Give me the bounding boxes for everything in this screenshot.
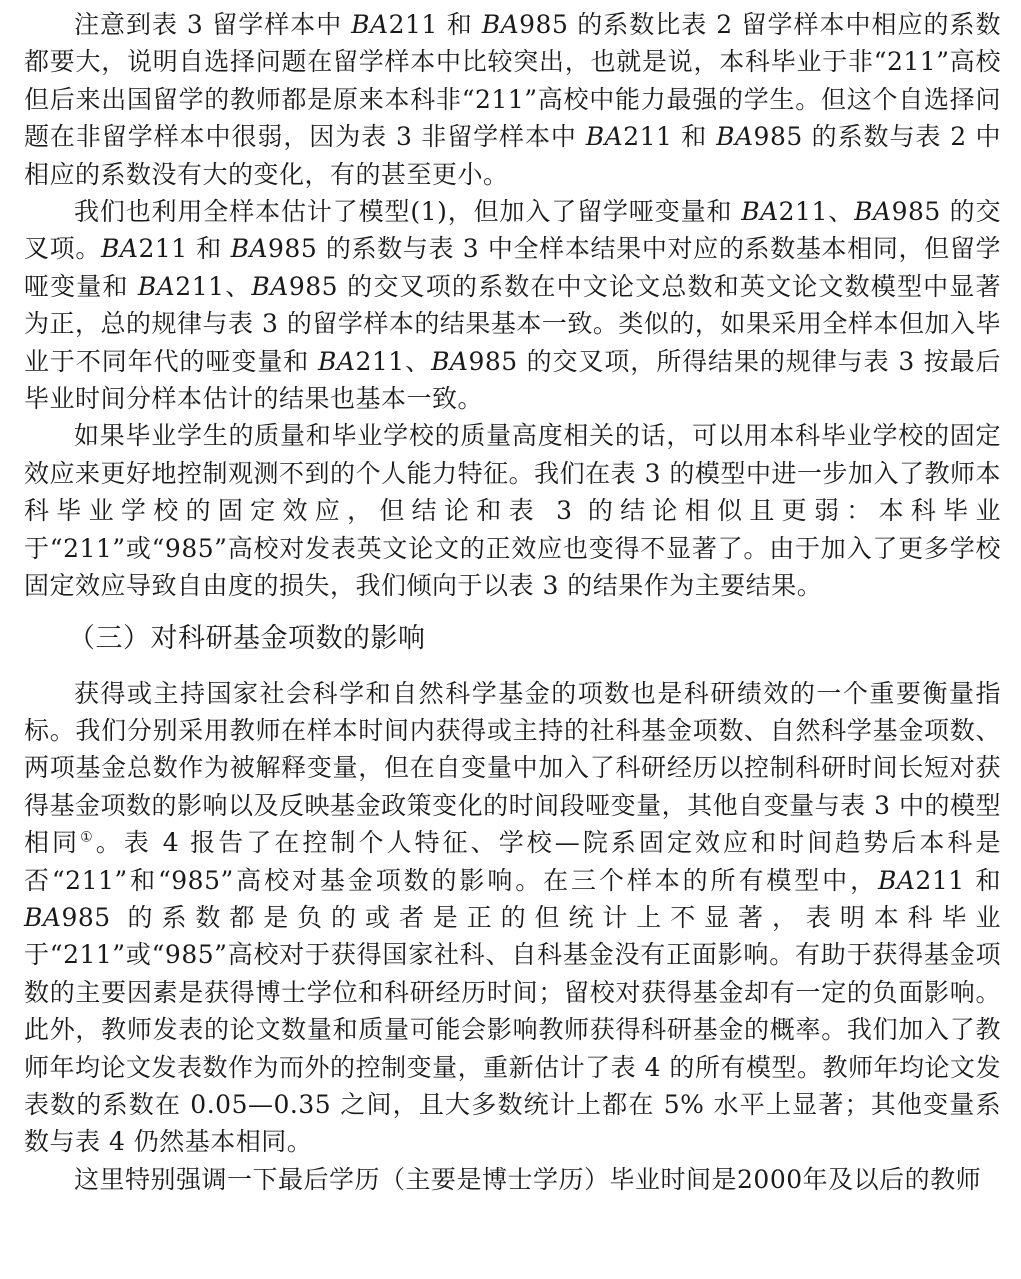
footnote-marker[interactable]: ① — [80, 829, 96, 846]
body-paragraph-2: 我们也利用全样本估计了模型(1)，但加入了留学哑变量和 BA211、BA985 的交叉项。BA211 和 BA985 的系数与表 3 中全样本结果中对应的系数基本相同，但留学哑变量和 BA211、BA985 的交叉项的系数在中文论文总数和英文论文数模型中显著为正，总的规律与表 3 的留学样本的结果基本一致。类似的，如果采用全样本但加入毕业于不同年代的哑变量和 BA211、BA985 的交叉项，所得结果的规律与表 3 按最后毕业时间分样本估计的结果也基本一致。 — [24, 197, 1002, 414]
body-paragraph-5: 这里特别强调一下最后学历（主要是博士学历）毕业时间是2000年及以后的教师 — [74, 1164, 982, 1194]
paragraph-4-text-a: 获得或主持国家社会科学和自然科学基金的项数也是科研绩效的一个重要衡量指标。我们分别采用教师在样本时间内获得或主持的社科基金项数、自然科学基金项数、两项基金总数作为被解释变量，但在自变量中加入了科研经历以控制科研时间长短对获得基金项数的影响以及反映基金政策变化的时间段哑变量，其他自变量与表 3 中的模型相同 — [24, 678, 1001, 858]
paragraph-4-text-b: 。表 4 报告了在控制个人特征、学校—院系固定效应和时间趋势后本科是否“211”和“985”高校对基金项数的影响。在三个样本的所有模型中，BA211 和 BA985 的系数都是负的或者是正的但统计上不显著，表明本科毕业于“211”或“985”高校对于获得国家社科、自科基金没有正面影响。有助于获得基金项数的主要因素是获得博士学位和科研经历时间；留校对获得基金却有一定的负面影响。此外，教师发表的论文数量和质量可能会影响教师获得科研基金的概率。我们加入了教师年均论文发表数作为而外的控制变量，重新估计了表 4 的所有模型。教师年均论文发表数的系数在 0.05—0.35 之间，且大多数统计上都在 5% 水平上显著；其他变量系数与表 4 仍然基本相同。 — [24, 828, 1001, 1157]
body-paragraph-1: 注意到表 3 留学样本中 BA211 和 BA985 的系数比表 2 留学样本中相应的系数都要大，说明自选择问题在留学样本中比较突出，也就是说，本科毕业于非“211”高校但后来出国留学的教师都是原来本科非“211”高校中能力最强的学生。但这个自选择问题在非留学样本中很弱，因为表 3 非留学样本中 BA211 和 BA985 的系数与表 2 中相应的系数没有大的变化，有的甚至更小。 — [24, 10, 1001, 189]
body-paragraph-3: 如果毕业学生的质量和毕业学校的质量高度相关的话，可以用本科毕业学校的固定效应来更好地控制观测不到的个人能力特征。我们在表 3 的模型中进一步加入了教师本科毕业学校的固定效应，但结论和表 3 的结论相似且更弱：本科毕业于“211”或“985”高校对发表英文论文的正效应也变得不显著了。由于加入了更多学校固定效应导致自由度的损失，我们倾向于以表 3 的结果作为主要结果。 — [24, 421, 1001, 601]
section-heading: （三）对科研基金项数的影响 — [68, 622, 426, 654]
body-paragraph-4 — [24, 675, 1001, 1161]
